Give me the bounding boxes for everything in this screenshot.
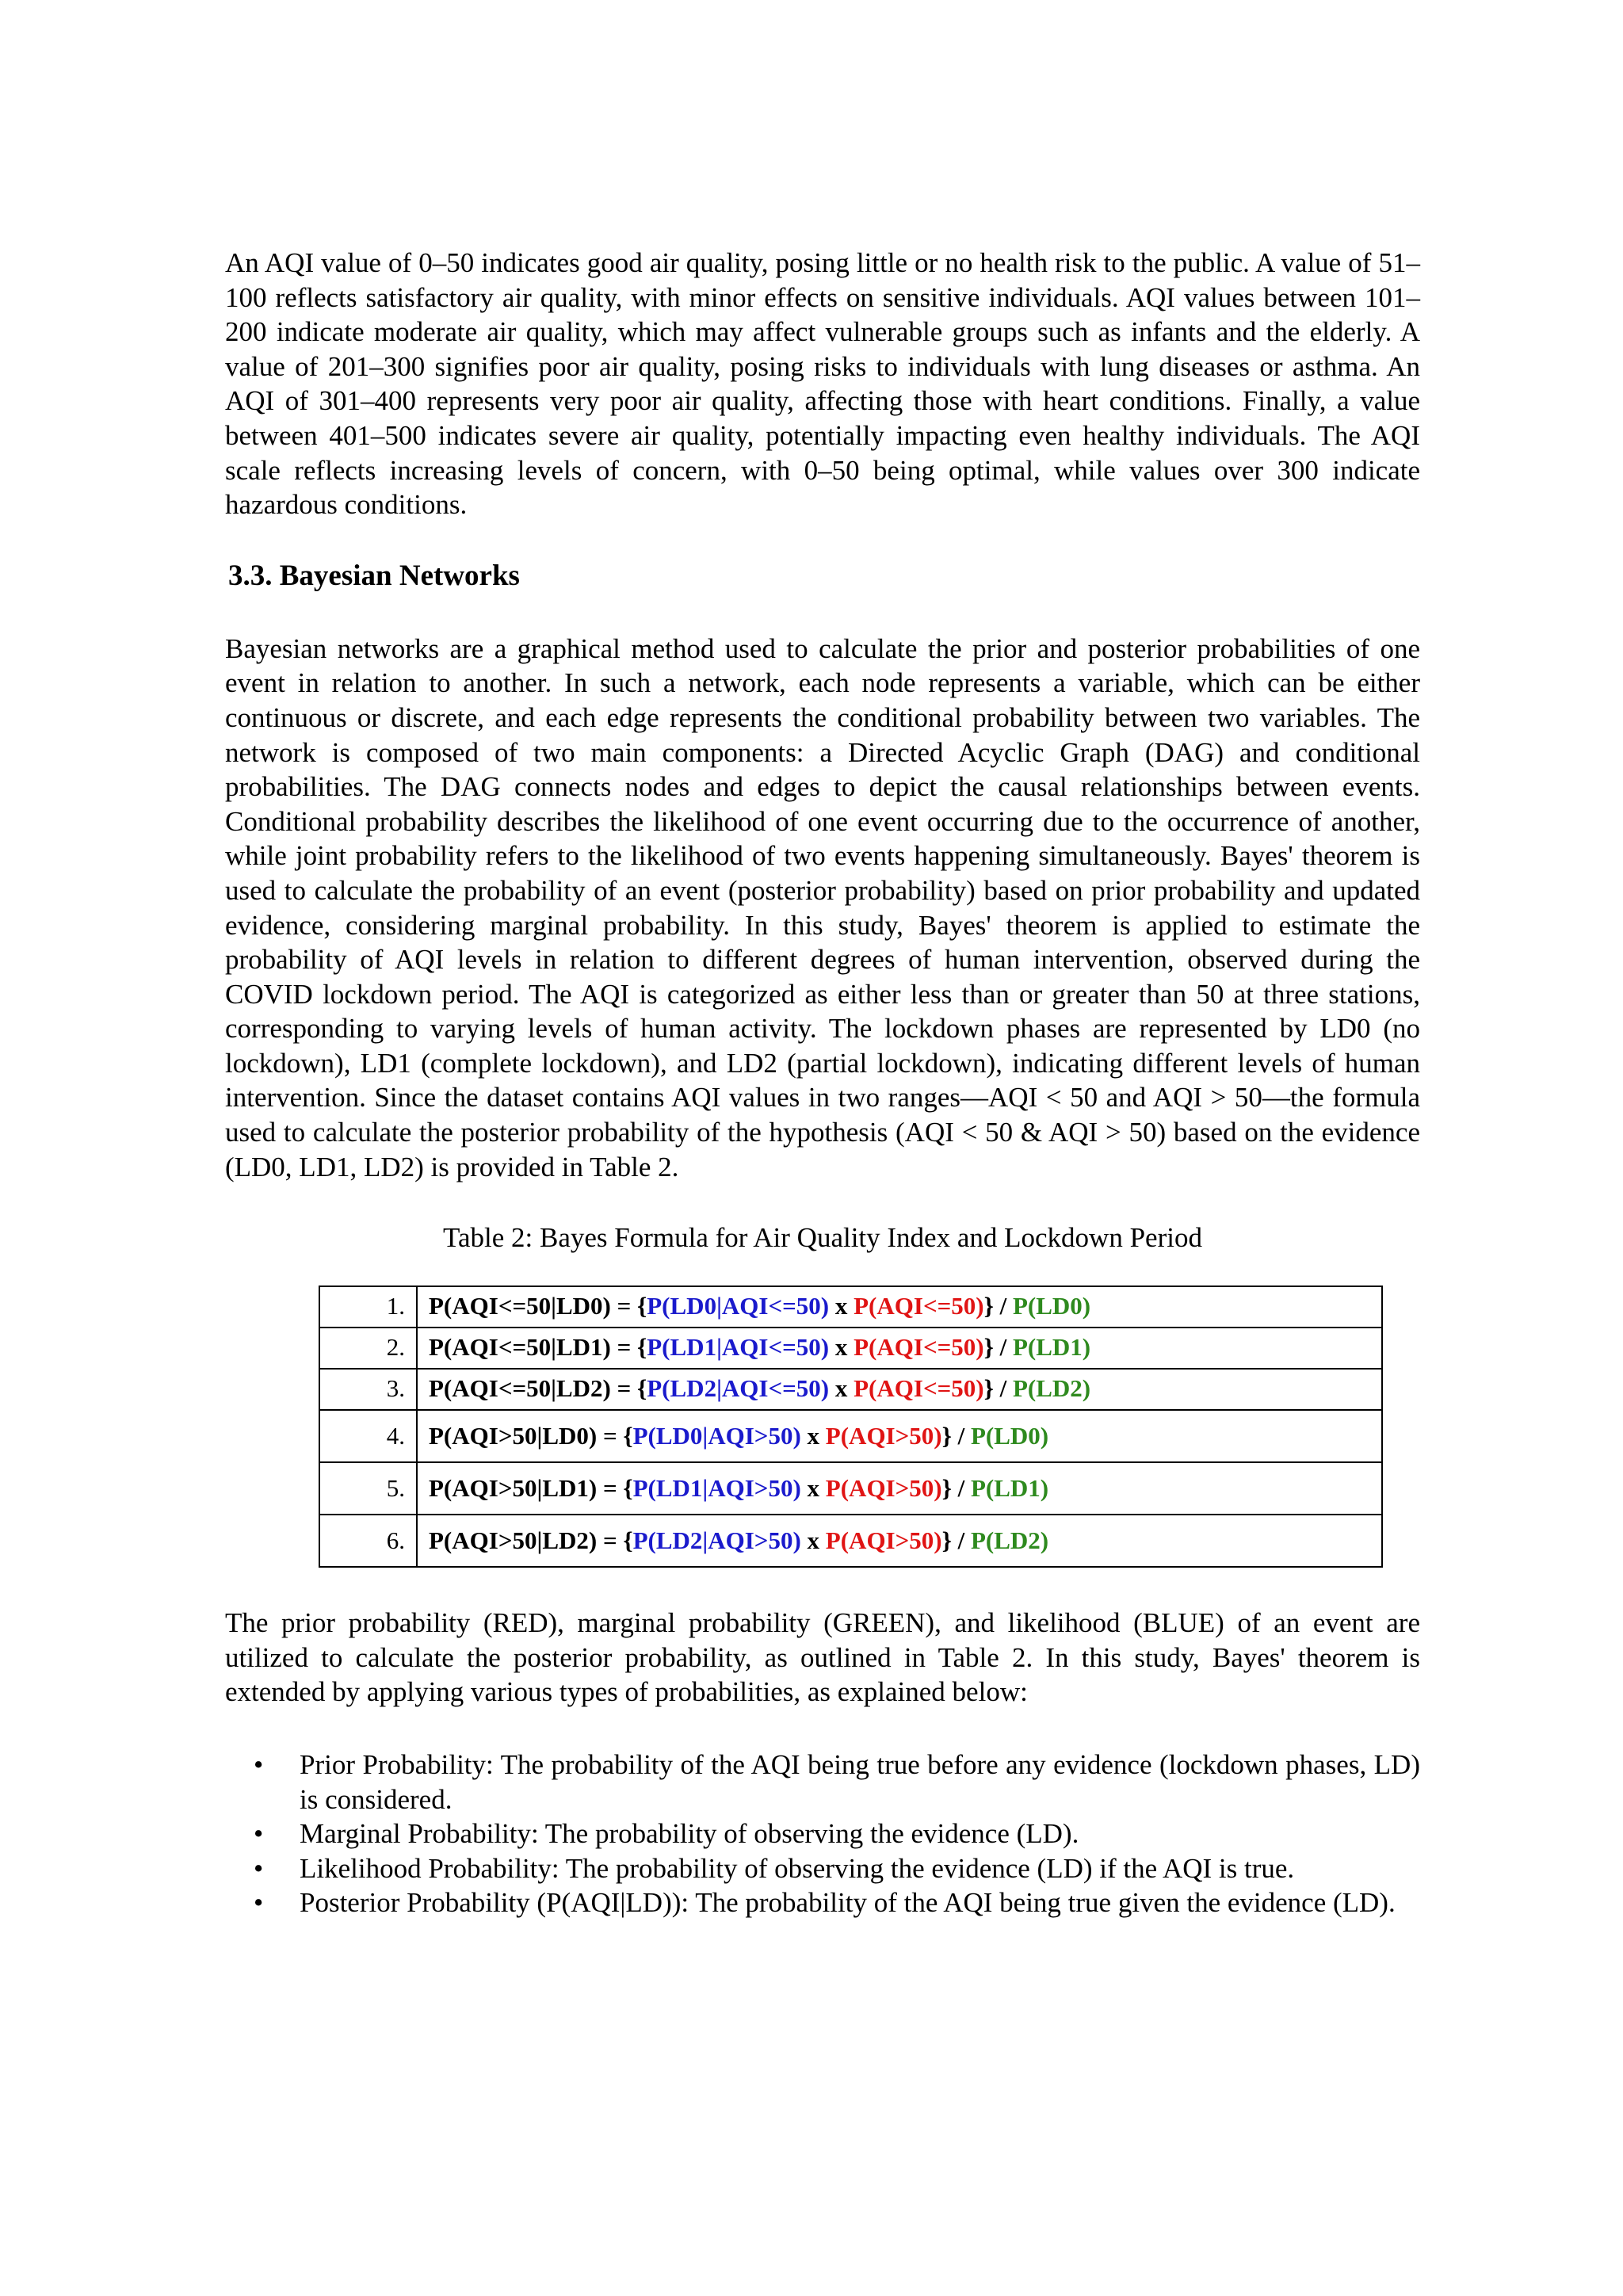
paragraph-aqi-scale: An AQI value of 0–50 indicates good air quality, posing little or no health risk to the public. A value of 51–100 reflects satisfactory air quality, with minor effects on sensitive individuals. AQI values between 101–200 indicate moderate air quality, which may affect vulnerable groups such as infants and the elderly. A value of 201–300 signifies poor air quality, posing risks to individuals with lung diseases or asthma. An AQI of 301–400 represents very poor air quality, affecting those with heart conditions. Finally, a value between 401–500 indicates severe air quality, potentially impacting even healthy individuals. The AQI scale reflects increasing levels of concern, with 0–50 being optimal, while values over 300 indicate hazardous conditions. <box>225 247 1420 521</box>
likelihood-term: P(LD0|AQI<=50) <box>647 1292 830 1320</box>
posterior-term: P(AQI<=50|LD1) = { <box>429 1333 647 1362</box>
likelihood-term: P(LD1|AQI>50) <box>632 1474 801 1503</box>
bullet-icon: • <box>254 1818 264 1850</box>
section-heading: 3.3. Bayesian Networks <box>228 559 520 592</box>
times-operator: x <box>800 1474 826 1503</box>
prior-term: P(AQI>50) <box>825 1474 942 1503</box>
prior-term: P(AQI<=50) <box>854 1292 984 1320</box>
divide-operator: } / <box>983 1374 1013 1403</box>
row-number: 3. <box>319 1369 417 1410</box>
posterior-term: P(AQI<=50|LD2) = { <box>429 1374 647 1403</box>
times-operator: x <box>829 1374 854 1403</box>
table-row <box>319 1410 1382 1462</box>
marginal-term: P(LD2) <box>970 1526 1049 1555</box>
posterior-term: P(AQI<=50|LD0) = { <box>429 1292 647 1320</box>
probability-definitions-list <box>225 1748 1420 1920</box>
formula-cell <box>417 1462 1382 1515</box>
bullet-icon: • <box>254 1852 264 1884</box>
prior-term: P(AQI>50) <box>825 1422 942 1450</box>
page-content <box>225 246 1420 1920</box>
table-row <box>319 1462 1382 1515</box>
formula-cell <box>417 1369 1382 1410</box>
formula-cell <box>417 1286 1382 1328</box>
likelihood-term: P(LD2|AQI<=50) <box>647 1374 830 1403</box>
list-item-text: Marginal Probability: The probability of observing the evidence (LD). <box>300 1818 1079 1850</box>
table-row <box>319 1328 1382 1369</box>
prior-term: P(AQI<=50) <box>854 1374 984 1403</box>
times-operator: x <box>829 1292 854 1320</box>
list-item-text: Likelihood Probability: The probability of observing the evidence (LD) if the AQI is true. <box>300 1852 1295 1884</box>
table-row <box>319 1369 1382 1410</box>
divide-operator: } / <box>983 1333 1013 1362</box>
bullet-icon: • <box>254 1887 264 1919</box>
table-caption: Table 2: Bayes Formula for Air Quality Index and Lockdown Period <box>443 1222 1202 1254</box>
list-item <box>225 1851 1420 1886</box>
list-item-text: Posterior Probability (P(AQI|LD)): The probability of the AQI being true given the evidence (LD). <box>300 1887 1396 1919</box>
divide-operator: } / <box>983 1292 1013 1320</box>
times-operator: x <box>829 1333 854 1362</box>
list-item <box>225 1817 1420 1851</box>
formula-cell <box>417 1328 1382 1369</box>
bayes-formula-table <box>319 1286 1383 1568</box>
table-row <box>319 1286 1382 1328</box>
bullet-icon: • <box>254 1749 264 1781</box>
list-item-text: Prior Probability: The probability of the AQI being true before any evidence (lockdown phases, LD) is considered. <box>300 1749 1420 1815</box>
times-operator: x <box>800 1422 826 1450</box>
marginal-term: P(LD2) <box>1012 1374 1091 1403</box>
marginal-term: P(LD0) <box>970 1422 1049 1450</box>
list-item <box>225 1748 1420 1817</box>
paragraph-bayesian-networks: Bayesian networks are a graphical method used to calculate the prior and posterior probabilities of one event in relation to another. In such a network, each node represents a variable, which can be either continuous or discrete, and each edge represents the conditional probability between two variables. The network is composed of two main components: a Directed Acyclic Graph (DAG) and conditional probabilities. The DAG connects nodes and edges to depict the causal relationships between events. Conditional probability describes the likelihood of one event occurring due to the occurrence of another, while joint probability refers to the likelihood of two events happening simultaneously. Bayes' theorem is used to calculate the probability of an event (posterior probability) based on prior probability and updated evidence, considering marginal probability. In this study, Bayes' theorem is applied to estimate the probability of AQI levels in relation to different degrees of human intervention, observed during the COVID lockdown period. The AQI is categorized as either less than or greater than 50 at three stations, corresponding to varying levels of human activity. The lockdown phases are represented by LD0 (no lockdown), LD1 (complete lockdown), and LD2 (partial lockdown), indicating different levels of human intervention. Since the dataset contains AQI values in two ranges—AQI < 50 and AQI > 50—the formula used to calculate the posterior probability of the hypothesis (AQI < 50 & AQI > 50) based on the evidence (LD0, LD1, LD2) is provided in Table 2. <box>225 632 1420 1182</box>
times-operator: x <box>800 1526 826 1555</box>
marginal-term: P(LD1) <box>1012 1333 1091 1362</box>
posterior-term: P(AQI>50|LD1) = { <box>429 1474 633 1503</box>
prior-term: P(AQI>50) <box>825 1526 942 1555</box>
likelihood-term: P(LD2|AQI>50) <box>632 1526 801 1555</box>
row-number: 1. <box>319 1286 417 1328</box>
row-number: 5. <box>319 1462 417 1515</box>
posterior-term: P(AQI>50|LD0) = { <box>429 1422 633 1450</box>
formula-cell <box>417 1410 1382 1462</box>
row-number: 2. <box>319 1328 417 1369</box>
row-number: 4. <box>319 1410 417 1462</box>
prior-term: P(AQI<=50) <box>854 1333 984 1362</box>
table-row <box>319 1515 1382 1567</box>
posterior-term: P(AQI>50|LD2) = { <box>429 1526 633 1555</box>
likelihood-term: P(LD1|AQI<=50) <box>647 1333 830 1362</box>
paragraph-probability-types: The prior probability (RED), marginal probability (GREEN), and likelihood (BLUE) of an event are utilized to calculate the posterior probability, as outlined in Table 2. In this study, Bayes' theorem is extended by applying various types of probabilities, as explained below: <box>225 1607 1420 1708</box>
list-item <box>225 1885 1420 1920</box>
row-number: 6. <box>319 1515 417 1567</box>
divide-operator: } / <box>941 1422 971 1450</box>
marginal-term: P(LD0) <box>1012 1292 1091 1320</box>
marginal-term: P(LD1) <box>970 1474 1049 1503</box>
likelihood-term: P(LD0|AQI>50) <box>632 1422 801 1450</box>
formula-cell <box>417 1515 1382 1567</box>
divide-operator: } / <box>941 1474 971 1503</box>
divide-operator: } / <box>941 1526 971 1555</box>
